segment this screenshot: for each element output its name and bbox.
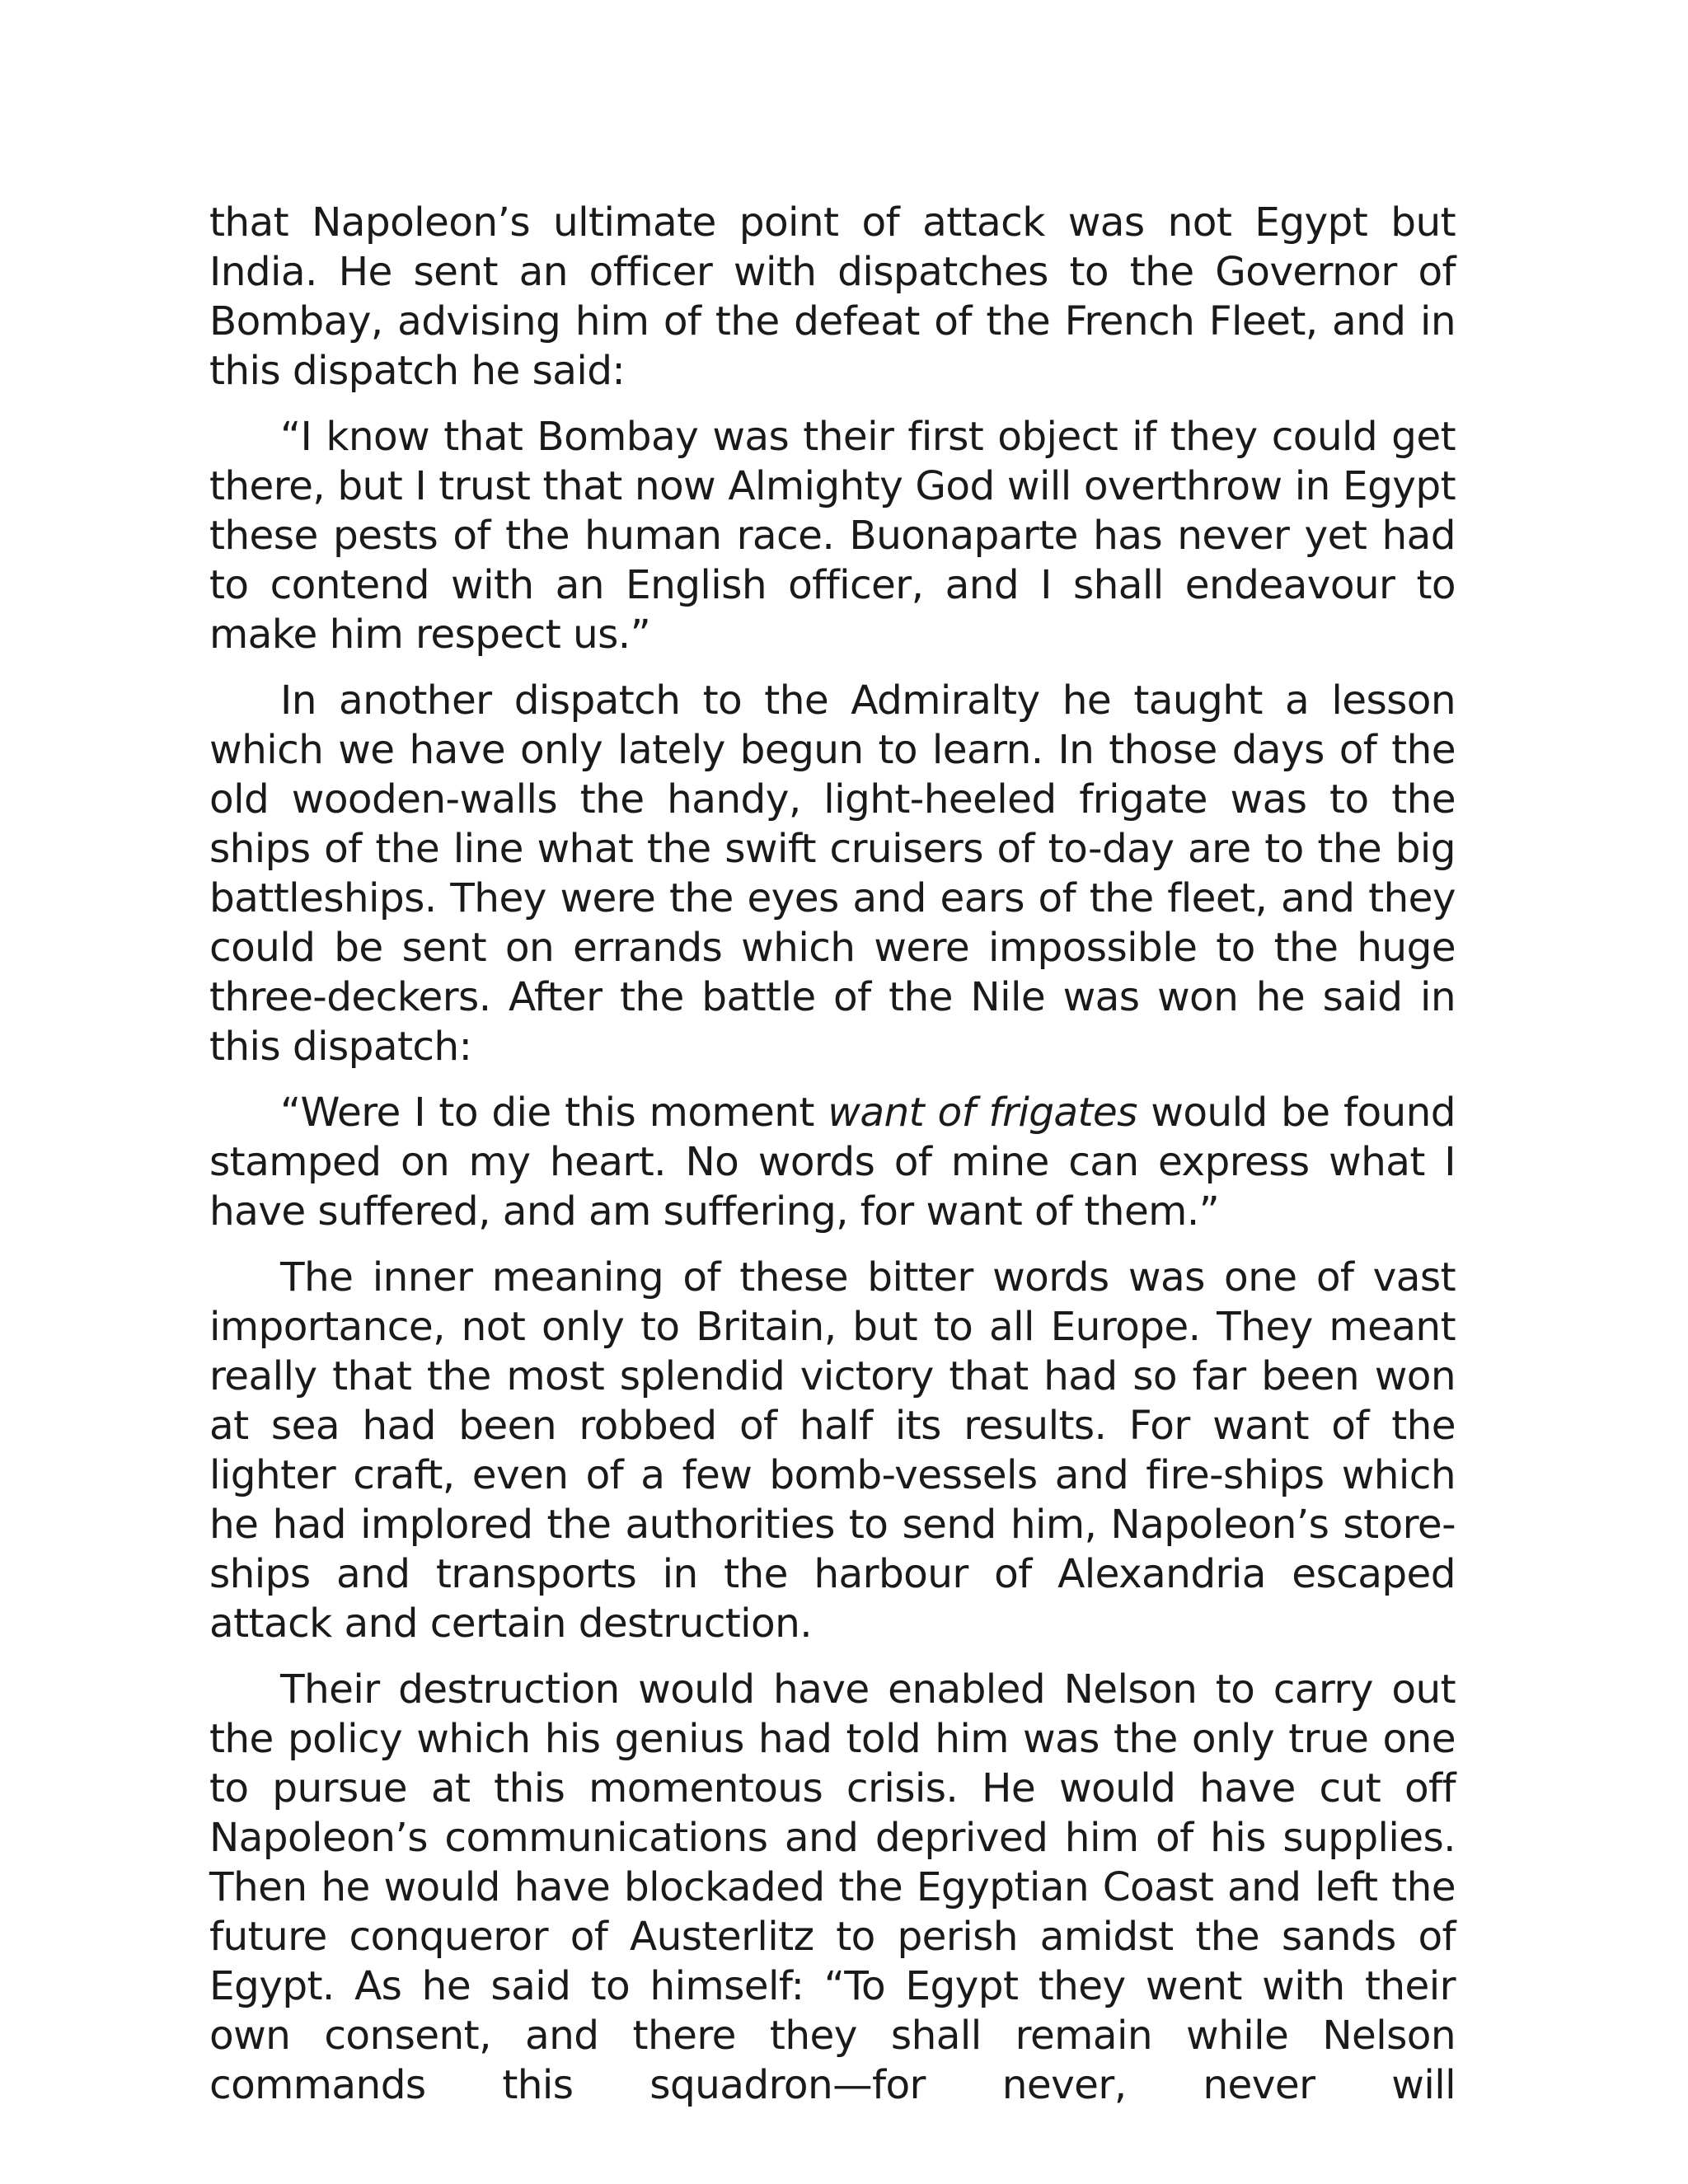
paragraph-destruction-policy: Their destruction would have enabled Nelson to carry out the policy which his genius had told him was the only true one to pursue at this momentous crisis. He would have cut off Napoleon’s communications and deprived him of his supplies. Then he would have blockaded the Egyptian Coast and left the future conqueror of Austerlitz to perish amidst the sands of Egypt. As he said to himself: “To Egypt they went with their own consent, and there they shall remain while Nelson commands this squadron—for never, never will — [209, 1666, 1456, 2108]
frigates-quote-emphasis: want of frigates — [828, 1090, 1137, 1136]
book-page — [209, 198, 1456, 2110]
paragraph-admiralty-dispatch: In another dispatch to the Admiralty he taught a lesson which we have only lately begun to learn. In those days of the old wooden-walls the handy, light-heeled frigate was to the ships of the line what the swift cruisers of to-day are to the big battleships. They were the eyes and ears of the fleet, and they could be sent on errands which were impossible to the huge three-deckers. After the battle of the Nile was won he said in this dispatch: — [209, 677, 1456, 1070]
paragraph-frigates-quote — [209, 1088, 1456, 1236]
frigates-quote-after: would be found stamped on my heart. No words of mine can express what I have suffered, and am suffering, for want of them.” — [209, 1090, 1456, 1235]
paragraph-napoleon-target: that Napoleon’s ultimate point of attack was not Egypt but India. He sent an officer with dispatches to the Governor of Bombay, advising him of the defeat of the French Fleet, and in this dispatch he said: — [209, 199, 1456, 394]
paragraph-inner-meaning: The inner meaning of these bitter words was one of vast importance, not only to Britain, but to all Europe. They meant really that the most splendid victory that had so far been won at sea had been robbed of half its results. For want of the lighter craft, even of a few bomb-vessels and fire-ships which he had implored the authorities to send him, Napoleon’s store-ships and transports in the harbour of Alexandria escaped attack and certain destruction. — [209, 1254, 1456, 1647]
paragraph-bombay-quote: “I know that Bombay was their first object if they could get there, but I trust that now Almighty God will overthrow in Egypt these pests of the human race. Buonaparte has never yet had to contend with an English officer, and I shall endeavour to make him respect us.” — [209, 414, 1456, 658]
frigates-quote-before: “Were I to die this moment — [280, 1090, 828, 1136]
